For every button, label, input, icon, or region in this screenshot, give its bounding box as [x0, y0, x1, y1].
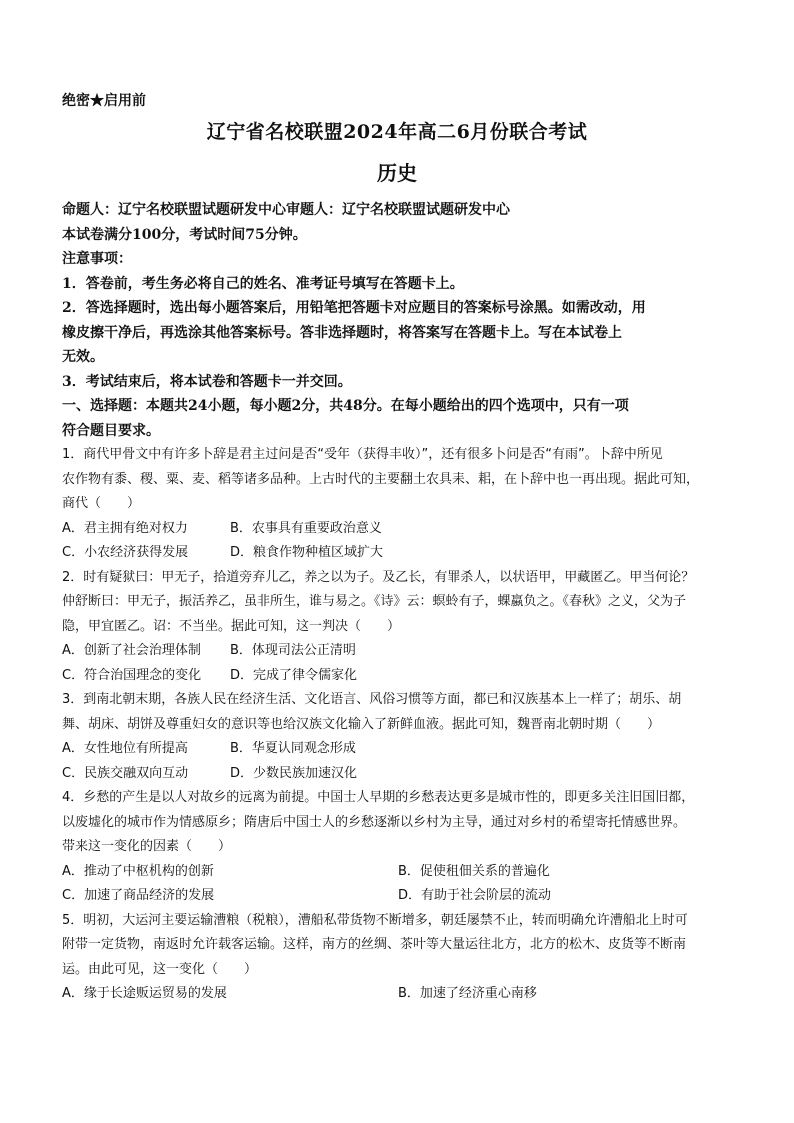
notice-item-2-line-2: 橡皮擦干净后，再选涂其他答案标号。答非选择题时，将答案写在答题卡上。写在本试卷上 [62, 324, 622, 341]
question-stem-line: 3．到南北朝末期，各族人民在经济生活、文化语言、风俗习惯等方面，都已和汉族基本上一样了；胡乐、胡 [62, 692, 682, 707]
section-heading-line-2: 符合题目要求。 [62, 422, 160, 439]
notice-title: 注意事项： [62, 251, 132, 267]
option-c: C．民族交融双向互动 [62, 765, 189, 781]
option-c: C．小农经济获得发展 [62, 545, 189, 560]
question-4 [62, 786, 742, 909]
question-stem-line: 5．明初，大运河主要运输漕粮（税粮），漕船私带货物不断增多，朝廷屡禁不止，转而明确允许漕船北上时可 [62, 912, 688, 928]
option-a: A．推动了中枢机构的创新 [62, 863, 214, 879]
notice-item-2-line-3: 无效。 [62, 349, 104, 365]
question-stem-line: 1．商代甲骨文中有许多卜辞是君主过问是否“受年（获得丰收）”，还有很多卜问是否“有雨”。卜辞中所见 [62, 447, 663, 462]
option-c: C．符合治国理念的变化 [62, 667, 202, 683]
option-b: B．农事具有重要政治意义 [230, 520, 382, 536]
question-3 [62, 688, 742, 786]
options-row [62, 541, 742, 566]
option-a: A．缘于长途贩运贸易的发展 [62, 986, 227, 1001]
subject-title: 历史 [377, 161, 417, 185]
question-stem-line: 商代（ ） [62, 496, 141, 511]
exam-title: 辽宁省名校联盟2024年高二6月份联合考试 [206, 121, 588, 143]
options-row [62, 737, 742, 762]
question-stem-line: 4．乡愁的产生是以人对故乡的远离为前提。中国士人早期的乡愁表达更多是城市性的，即更多关注旧国旧都， [62, 790, 695, 805]
score-line: 本试卷满分100分，考试时间75分钟。 [62, 226, 307, 243]
option-d: D．有助于社会阶层的流动 [398, 888, 552, 903]
option-b: B．华夏认同观念形成 [230, 741, 356, 756]
option-b: B．加速了经济重心南移 [398, 986, 537, 1001]
option-d: D．少数民族加速汉化 [230, 765, 358, 781]
option-d: D．粮食作物种植区域扩大 [230, 545, 384, 560]
section-heading-line-1: 一、选择题：本题共24小题，每小题2分，共48分。在每小题给出的四个选项中，只有一项 [62, 398, 629, 414]
options-row [62, 639, 742, 664]
question-stem-line: 仲舒断曰：甲无子，振活养乙，虽非所生，谁与易之。《诗》云：螟蛉有子，蜾蠃负之。《春秋》之义，父为子 [62, 594, 687, 609]
question-1 [62, 443, 742, 566]
question-stem-line: 2．时有疑狱曰：甲无子，拾道旁弃儿乙，养之以为子。及乙长，有罪杀人，以状语甲，甲藏匿乙。甲当何论？ [62, 569, 695, 585]
options-row [62, 664, 742, 689]
exam-content [62, 198, 742, 1007]
question-stem-line: 带来这一变化的因素（ ） [62, 839, 232, 854]
secret-label: 绝密★启用前 [62, 93, 146, 109]
option-b: B．促使租佃关系的普遍化 [398, 863, 550, 879]
option-c: C．加速了商品经济的发展 [62, 888, 215, 903]
authors-line: 命题人：辽宁名校联盟试题研发中心审题人：辽宁名校联盟试题研发中心 [62, 202, 510, 218]
notice-item-2-line-1: 2．答选择题时，选出每小题答案后，用铅笔把答题卡对应题目的答案标号涂黑。如需改动，用 [62, 300, 646, 316]
options-row [62, 517, 742, 542]
option-a: A．创新了社会治理体制 [62, 643, 201, 658]
option-b: B．体现司法公正清明 [230, 643, 356, 658]
option-a: A．君主拥有绝对权力 [62, 520, 188, 536]
options-row [62, 860, 742, 885]
question-stem-line: 附带一定货物，南返时允许载客运输。这样，南方的丝绸、茶叶等大量运往北方，北方的松木、皮货等不断南 [62, 937, 687, 952]
question-stem-line: 隐，甲宜匿乙。诏：不当坐。据此可知，这一判决（ ） [62, 618, 401, 634]
notice-item-1: 1．答卷前，考生务必将自己的姓名、准考证号填写在答题卡上。 [62, 275, 464, 292]
question-2 [62, 566, 742, 689]
option-d: D．完成了律令儒家化 [230, 667, 358, 683]
question-stem-line: 以废墟化的城市作为情感原乡；隋唐后中国士人的乡愁逐渐以乡村为主导，通过对乡村的希望寄托情感世界。 [62, 814, 687, 830]
question-stem-line: 运。由此可见，这一变化（ ） [62, 961, 258, 977]
question-stem-line: 农作物有黍、稷、粟、麦、稻等诸多品种。上古时代的主要翻土农具耒、耜，在卜辞中也一再出现。据此可知， [62, 471, 700, 487]
question-stem-line: 舞、胡床、胡饼及尊重妇女的意识等也给汉族文化输入了新鲜血液。据此可知，魏晋南北朝时期（ ） [62, 716, 661, 732]
option-a: A．女性地位有所提高 [62, 741, 188, 756]
options-row [62, 884, 742, 909]
options-row [62, 762, 742, 787]
notice-item-3: 3．考试结束后，将本试卷和答题卡一并交回。 [62, 373, 352, 390]
options-row [62, 982, 742, 1007]
question-5 [62, 909, 742, 1007]
